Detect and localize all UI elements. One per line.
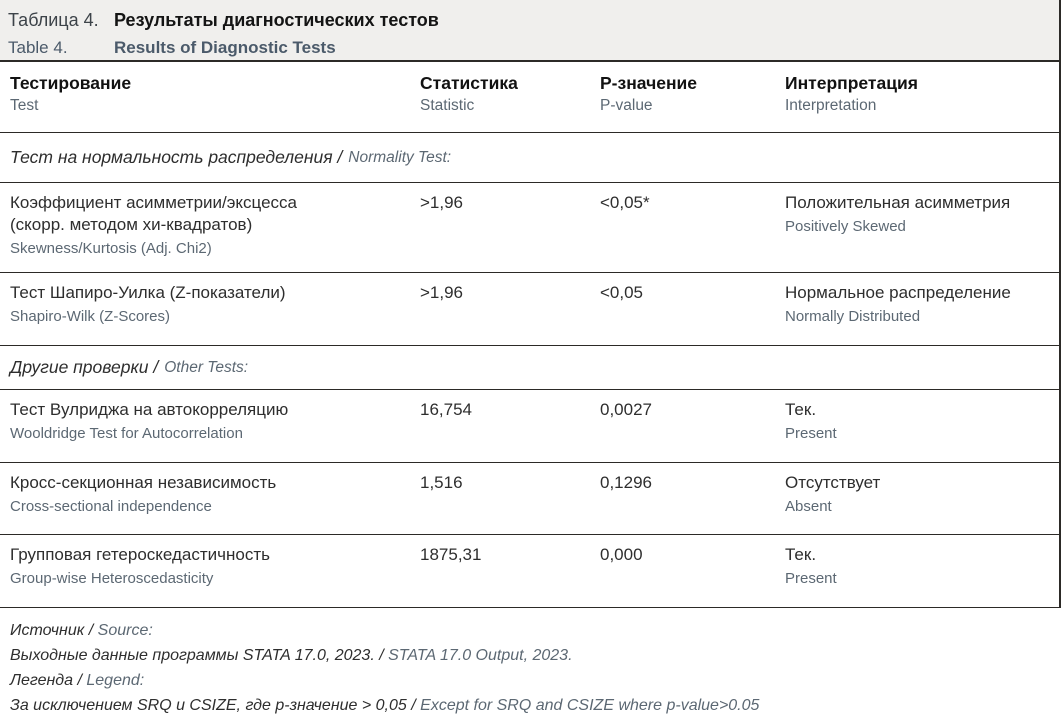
test-name-ru: Групповая гетероскедастичность — [10, 545, 270, 564]
source-label-line — [10, 618, 1061, 643]
test-name-en: Group-wise Heteroscedasticity — [10, 570, 214, 587]
cell-interpretation — [785, 399, 1059, 462]
source-text-en: STATA 17.0 Output, 2023. — [388, 647, 573, 664]
test-name-en: Shapiro-Wilk (Z-Scores) — [10, 308, 171, 325]
section-other-en: Other Tests: — [164, 358, 249, 376]
cell-test — [10, 192, 420, 272]
interpretation-ru: Тек. — [785, 545, 817, 564]
interpretation-ru: Отсутствует — [785, 473, 881, 492]
test-name-en: Cross-sectional independence — [10, 498, 212, 515]
source-label-ru: Источник / — [10, 622, 94, 639]
source-value-line — [10, 643, 1061, 668]
interpretation-en: Normally Distributed — [785, 308, 921, 325]
test-name-ru-line2: (скорр. методом хи-квадратов) — [10, 215, 253, 234]
cell-test — [10, 399, 420, 462]
cell-pvalue: 0,000 — [600, 545, 643, 564]
cell-interpretation — [785, 192, 1059, 272]
col-header-pvalue — [600, 72, 785, 132]
cell-statistic: 16,754 — [420, 400, 472, 419]
col-header-pvalue-en: P-value — [600, 97, 653, 114]
section-header-normality — [0, 133, 1059, 183]
col-header-statistic-ru: Статистика — [420, 73, 518, 93]
cell-test — [10, 282, 420, 345]
source-label-en: Source: — [97, 622, 153, 639]
caption-label-ru: Таблица 4. — [8, 10, 99, 30]
cell-pvalue: <0,05* — [600, 193, 650, 212]
table-row — [0, 463, 1059, 535]
cell-statistic: >1,96 — [420, 283, 464, 302]
cell-statistic: 1,516 — [420, 473, 463, 492]
section-other-ru: Другие проверки / — [10, 357, 159, 377]
cell-pvalue: 0,1296 — [600, 473, 652, 492]
cell-test — [10, 472, 420, 534]
col-header-interpretation — [785, 72, 1059, 132]
legend-label-en: Legend: — [86, 672, 145, 689]
cell-statistic: >1,96 — [420, 193, 464, 212]
legend-value-line — [10, 693, 1061, 715]
section-normality-ru: Тест на нормальность распределения / — [10, 147, 343, 167]
col-header-test — [10, 72, 420, 132]
caption-en — [8, 35, 1059, 62]
col-header-interpretation-ru: Интерпретация — [785, 73, 918, 93]
col-header-statistic — [420, 72, 600, 132]
interpretation-ru: Положительная асимметрия — [785, 193, 1011, 212]
interpretation-en: Absent — [785, 498, 832, 515]
table-row — [0, 273, 1059, 346]
col-header-statistic-en: Statistic — [420, 97, 475, 114]
legend-label-line — [10, 668, 1061, 693]
test-name-en: Wooldridge Test for Autocorrelation — [10, 425, 243, 442]
test-name-ru: Кросс-секционная независимость — [10, 473, 277, 492]
interpretation-en: Positively Skewed — [785, 218, 906, 235]
section-normality-en: Normality Test: — [348, 148, 452, 166]
legend-label-ru: Легенда / — [10, 672, 82, 689]
table-caption — [0, 0, 1059, 62]
cell-interpretation — [785, 544, 1059, 607]
section-header-other-tests — [0, 346, 1059, 390]
caption-title-ru: Результаты диагностических тестов — [114, 10, 439, 30]
cell-pvalue: 0,0027 — [600, 400, 652, 419]
caption-ru — [8, 7, 1059, 35]
test-name-en: Skewness/Kurtosis (Adj. Chi2) — [10, 240, 212, 257]
test-name-ru: Коэффициент асимметрии/эксцесса — [10, 193, 298, 212]
legend-text-ru: За исключением SRQ и CSIZE, где p-значение > 0,05 / — [10, 697, 416, 714]
caption-label-en: Table 4. — [8, 38, 68, 57]
cell-pvalue: <0,05 — [600, 283, 644, 302]
table-row — [0, 390, 1059, 463]
table-row — [0, 183, 1059, 273]
source-text-ru: Выходные данные программы STATA 17.0, 2023. / — [10, 647, 384, 664]
col-header-interpretation-en: Interpretation — [785, 97, 877, 114]
col-header-pvalue-ru: Р-значение — [600, 73, 698, 93]
test-name-ru: Тест Шапиро-Уилка (Z-показатели) — [10, 283, 286, 302]
legend-text-en: Except for SRQ and CSIZE where p-value>0.05 — [420, 697, 760, 714]
table-footnotes — [0, 608, 1061, 715]
interpretation-ru: Нормальное распределение — [785, 283, 1011, 302]
caption-title-en: Results of Diagnostic Tests — [114, 38, 336, 57]
table-row — [0, 535, 1059, 608]
col-header-test-en: Test — [10, 97, 39, 114]
cell-interpretation — [785, 472, 1059, 534]
table-header-row — [0, 62, 1059, 133]
cell-statistic: 1875,31 — [420, 545, 482, 564]
cell-interpretation — [785, 282, 1059, 345]
interpretation-ru: Тек. — [785, 400, 817, 419]
interpretation-en: Present — [785, 425, 837, 442]
test-name-ru: Тест Вулриджа на автокорреляцию — [10, 400, 289, 419]
interpretation-en: Present — [785, 570, 837, 587]
cell-test — [10, 544, 420, 607]
col-header-test-ru: Тестирование — [10, 73, 132, 93]
